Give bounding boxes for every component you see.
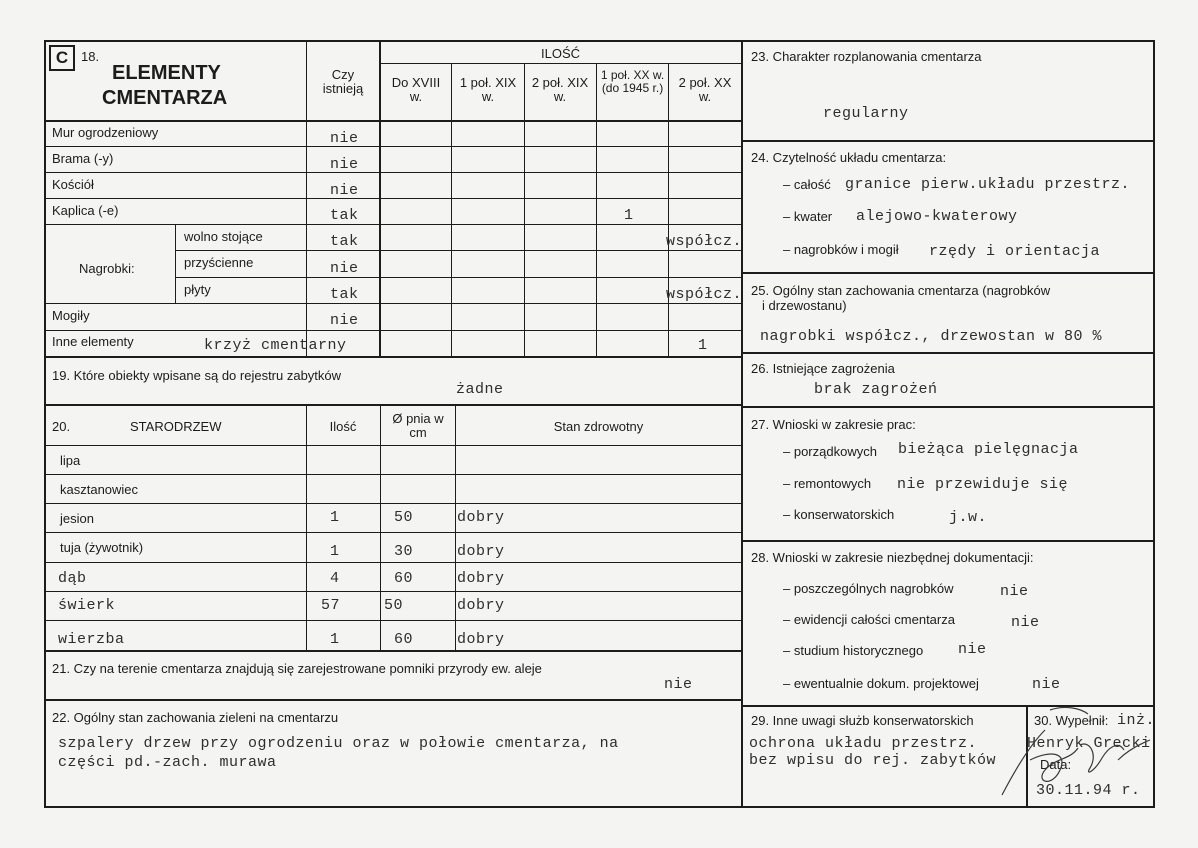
s29-line-2: bez wpisu do rej. zabytków [749,752,997,769]
tree-diam: 60 [394,570,414,587]
tree-name: wierzba [58,631,125,648]
tree-qty: 4 [330,570,340,587]
s26-label: 26. Istniejące zagrożenia [751,361,895,376]
period-header-1: 1 poł. XIX w. [459,75,517,105]
s24-item-value: alejowo-kwaterowy [856,208,1018,225]
s24-label: 24. Czytelność układu cmentarza: [751,150,947,165]
s19-value: żadne [456,381,504,398]
s28-item-value: nie [1032,676,1061,693]
tree-name: świerk [58,597,116,614]
exists-value: tak [330,233,359,250]
tree-qty: 1 [330,543,340,560]
s27-item-value: j.w. [949,509,988,526]
tree-name: kasztanowiec [60,482,139,497]
period-value: 1 [624,207,634,224]
s27-item-value: bieżąca pielęgnacja [898,441,1079,458]
exists-value: tak [330,286,359,303]
s23-value: regularny [823,105,909,122]
tree-qty: 1 [330,631,340,648]
s18-title-1: ELEMENTY [112,62,221,84]
s30-name-2: Henryk Grecki [1027,735,1151,752]
s24-item-label: – nagrobków i mogił [783,242,899,257]
s21-label: 21. Czy na terenie cmentarza znajdują się zarejestrowane pomniki przyrody ew. aleje [52,661,542,676]
s19-label: 19. Które obiekty wpisane są do rejestru zabytków [52,368,342,383]
s20-number: 20. [52,419,71,434]
s18-title-2: CMENTARZA [102,87,228,109]
tree-name: lipa [60,453,81,468]
exists-value: nie [330,260,359,277]
element-label: Inne elementy [52,334,134,349]
s28-item-label: – poszczególnych nagrobków [783,581,954,596]
tree-diam: 60 [394,631,414,648]
s20-health-header: Stan zdrowotny [553,419,644,434]
s28-label: 28. Wnioski w zakresie niezbędnej dokumentacji: [751,550,1034,565]
element-label: Brama (-y) [52,151,114,166]
period-value: współcz. [666,286,743,303]
s25-label-1: 25. Ogólny stan zachowania cmentarza (nagrobków [751,283,1051,298]
period-header-3: 1 poł. XX w. (do 1945 r.) [600,68,665,96]
s20-qty-header: Ilość [329,419,357,434]
s21-value: nie [664,676,693,693]
element-label: wolno stojące [184,229,263,244]
exists-value: nie [330,182,359,199]
s28-item-value: nie [958,641,987,658]
tree-health: dobry [457,597,505,614]
s28-item-label: – ewidencji całości cmentarza [783,612,955,627]
exists-value: nie [330,130,359,147]
s30-name-1: inż. [1117,712,1156,729]
s27-label: 27. Wnioski w zakresie prac: [751,417,916,432]
s22-line-2: części pd.-zach. murawa [58,754,277,771]
exists-value: nie [330,312,359,329]
section-c-box: C [49,45,75,71]
s27-item-label: – remontowych [783,476,872,491]
element-label: Kaplica (-e) [52,203,119,218]
s30-date: 30.11.94 r. [1036,782,1141,799]
s18-czy-header: Czy istnieją [322,67,364,97]
s23-label: 23. Charakter rozplanowania cmentarza [751,49,982,64]
tree-name: jesion [60,511,94,526]
s28-item-value: nie [1011,614,1040,631]
s27-item-label: – porządkowych [783,444,877,459]
s22-label: 22. Ogólny stan zachowania zieleni na cmentarzu [52,710,339,725]
exists-value: tak [330,207,359,224]
s20-diam-header: Ø pnia w cm [392,411,444,441]
s24-item-value: granice pierw.układu przestrz. [845,176,1131,193]
tree-health: dobry [457,543,505,560]
s18-number: 18. [81,49,100,64]
s28-item-label: – studium historycznego [783,643,924,658]
element-label: Kościół [52,177,94,192]
tree-qty: 57 [321,597,341,614]
s24-item-value: rzędy i orientacja [929,243,1101,260]
element-label: Mur ogrodzeniowy [52,125,159,140]
nagrobki-label: Nagrobki: [79,261,135,276]
exists-value: krzyż cmentarny [204,337,347,354]
element-label: płyty [184,282,211,297]
exists-value: nie [330,156,359,173]
s28-item-label: – ewentualnie dokum. projektowej [783,676,979,691]
tree-name: tuja (żywotnik) [60,540,144,555]
tree-qty: 1 [330,509,340,526]
s30-label: 30. Wypełnił: [1034,713,1109,728]
s22-line-1: szpalery drzew przy ogrodzeniu oraz w połowie cmentarza, na [58,735,619,752]
tree-health: dobry [457,509,505,526]
s18-ilosc-header: ILOŚĆ [540,46,580,61]
s20-title: STARODRZEW [130,419,222,434]
s26-value: brak zagrożeń [814,381,938,398]
s27-item-label: – konserwatorskich [783,507,895,522]
s29-line-1: ochrona układu przestrz. [749,735,978,752]
period-header-2: 2 poł. XIX w. [531,75,589,105]
period-header-4: 2 poł. XX w. [678,75,732,105]
tree-health: dobry [457,631,505,648]
element-label: przyścienne [184,255,254,270]
element-label: Mogiły [52,308,90,323]
s24-item-label: – kwater [783,209,833,224]
s24-item-label: – całość [783,177,831,192]
handwritten-signature [990,700,1155,800]
tree-diam: 30 [394,543,414,560]
period-header-0: Do XVIII w. [391,75,441,105]
s25-label-2: i drzewostanu) [762,298,847,313]
s27-item-value: nie przewiduje się [897,476,1069,493]
tree-diam: 50 [394,509,414,526]
period-value: współcz. [666,233,743,250]
s25-value: nagrobki współcz., drzewostan w 80 % [760,328,1103,345]
tree-health: dobry [457,570,505,587]
s28-item-value: nie [1000,583,1029,600]
tree-name: dąb [58,570,87,587]
period-value: 1 [698,337,708,354]
s29-label: 29. Inne uwagi służb konserwatorskich [751,713,974,728]
s30-date-label: Data: [1040,757,1072,772]
tree-diam: 50 [384,597,404,614]
